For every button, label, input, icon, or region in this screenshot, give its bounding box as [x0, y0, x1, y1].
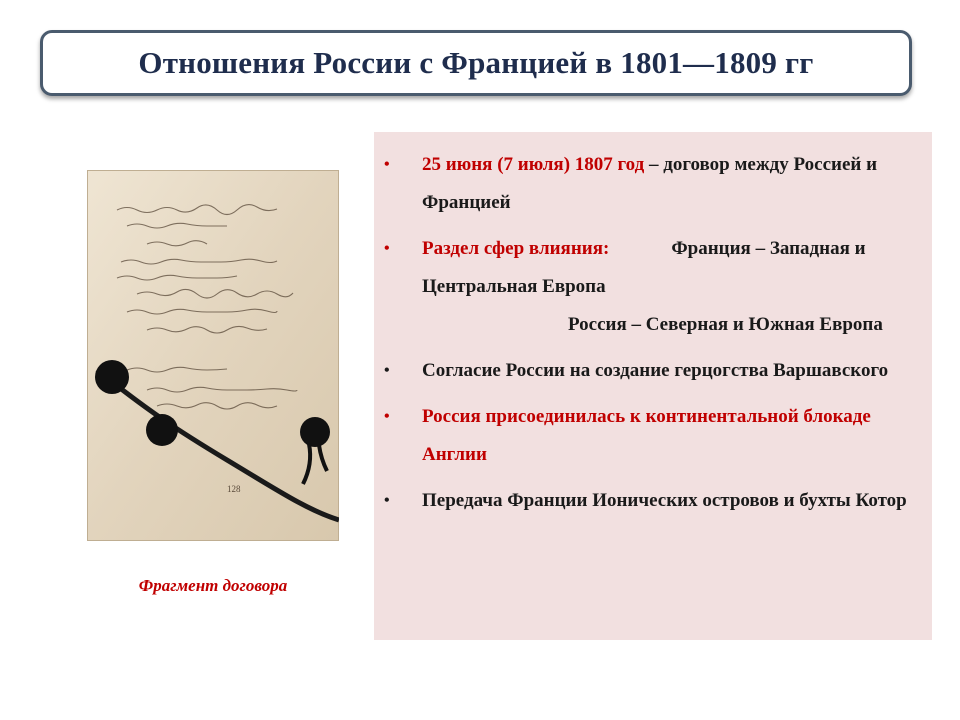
spheres-heading: Раздел сфер влияния:	[422, 238, 610, 259]
list-item-ionian	[374, 482, 932, 520]
image-caption: Фрагмент договора	[138, 576, 288, 595]
bullet-icon: •	[384, 362, 390, 379]
bullet-icon: •	[384, 156, 390, 173]
svg-text:128: 128	[227, 484, 241, 494]
bullet-icon: •	[384, 240, 390, 257]
bullet-icon: •	[384, 408, 390, 425]
treaty-date: 25 июня (7 июля) 1807 год	[422, 154, 645, 175]
list-item-spheres	[374, 230, 932, 344]
bullet-icon: •	[384, 492, 390, 509]
facts-list	[374, 146, 932, 528]
list-item-warsaw	[374, 352, 932, 390]
treaty-text: – договор между Россией и Францией	[422, 154, 878, 213]
title-banner	[40, 30, 912, 96]
warsaw-text: Согласие России на создание герцогства Варшавского	[422, 360, 889, 381]
treaty-document-image	[87, 170, 339, 541]
slide-title: Отношения России с Францией в 1801—1809 гг	[138, 45, 814, 80]
ionian-text: Передача Франции Ионических островов и бухты Котор	[422, 490, 907, 511]
list-item-blockade	[374, 398, 932, 474]
spheres-russia: Россия – Северная и Южная Европа	[568, 314, 883, 335]
blockade-text: Россия присоединилась к континентальной блокаде Англии	[422, 406, 871, 465]
list-item-treaty	[374, 146, 932, 222]
spheres-france: Франция – Западная и Центральная Европа	[422, 238, 866, 297]
content-panel	[374, 132, 932, 640]
